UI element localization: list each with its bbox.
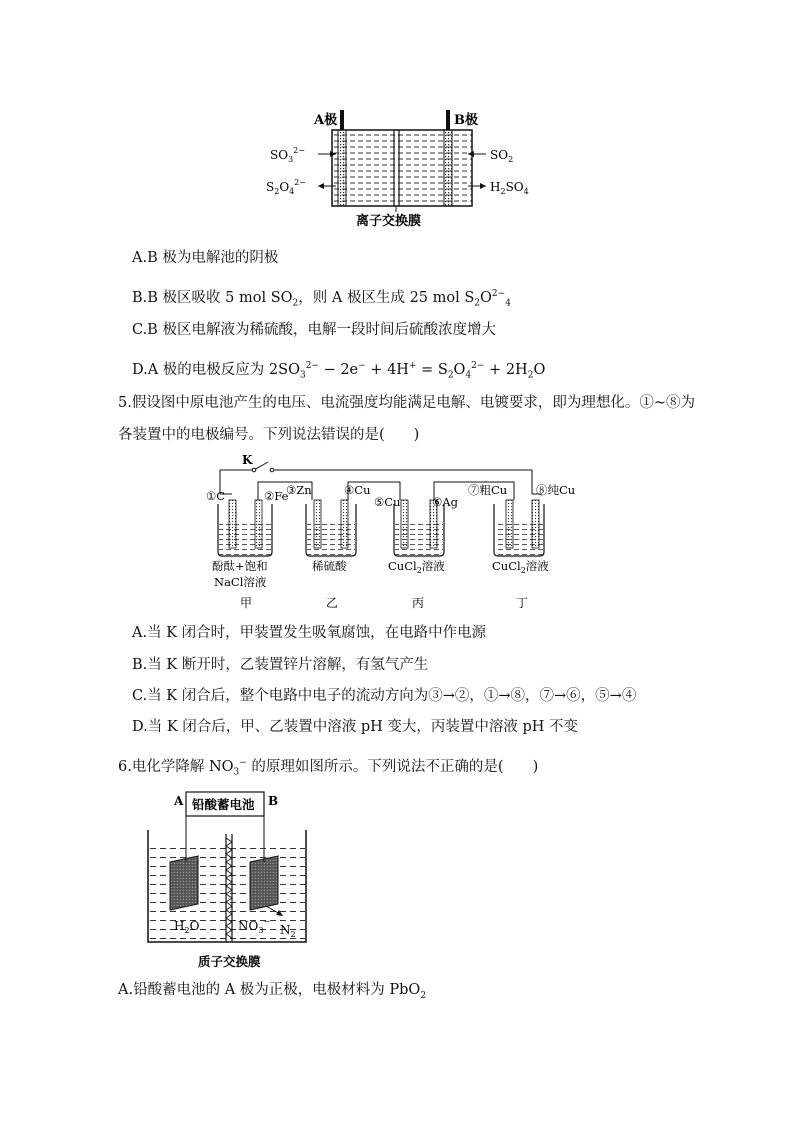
q4-option-a: A.B 极为电解池的阴极 (132, 250, 279, 266)
right-outflow: H (490, 180, 501, 194)
electrode-5: ⑤Cu (374, 495, 401, 509)
electrode-1: ①C (206, 489, 226, 503)
label-a-pole: A极 (314, 113, 338, 128)
q5-option-c: C.当 K 闭合后，整个电路中电子的流动方向为③→②，①→⑧，⑦→⑥，⑤→④ (132, 688, 637, 704)
figure-four-cells (202, 452, 582, 612)
device-yi: 乙 (326, 596, 339, 610)
q5-stem-line2: 各装置中的电极编号。下列说法错误的是( ) (118, 427, 420, 443)
svg-text:SO2: $SO_2$ (490, 148, 514, 164)
water-label: $H_2O$ (174, 919, 200, 935)
left-inflow: SO (270, 148, 289, 162)
electrode-7: ⑦粗Cu (468, 483, 508, 497)
device-ding: 丁 (516, 596, 529, 610)
figure-degradation-cell (140, 790, 320, 975)
q4-option-d: D.A 极的电极反应为 $2SO_3^{2-} - 2e^- + 4H^+ = S_2O_4^{2-} + 2H_2O$ (132, 361, 546, 381)
electrode-left (170, 856, 198, 910)
solution-jia-line2: NaCl溶液 (214, 575, 267, 589)
left-outflow: S (266, 180, 275, 194)
solution-jia-line1: 酚酞+饱和 (212, 559, 268, 573)
q6-option-a: A.铅酸蓄电池的 A 极为正极，电极材料为 PbO$_2$ (118, 982, 427, 1001)
right-inflow: SO (490, 148, 509, 162)
terminal-a (340, 110, 344, 130)
electrode-4: ④Cu (344, 483, 371, 497)
device-bing: 丙 (412, 596, 425, 610)
figure-electrolysis-cell (262, 108, 542, 230)
label-b-pole: B极 (454, 113, 478, 128)
electrode-3: ③Zn (286, 483, 312, 497)
label-b-terminal: B (268, 794, 279, 808)
q6-stem: 6.电化学降解 $NO_3^-$ 的原理如图所示。下列说法不正确的是( ) (118, 758, 539, 778)
q5-option-d: D.当 K 闭合后，甲、乙装置中溶液 pH 变大，丙装置中溶液 pH 不变 (132, 719, 579, 735)
battery-label: 铅酸蓄电池 (192, 797, 255, 812)
solution-yi: 稀硫酸 (312, 559, 347, 573)
membrane-label: 离子交换膜 (356, 214, 422, 229)
label-a-terminal: A (174, 794, 184, 808)
solution-ding: CuCl$_2$溶液 (492, 559, 549, 575)
electrode-6: ⑥Ag (432, 495, 458, 509)
electrode-2: ②Fe (264, 489, 289, 503)
nitrogen-label: $N_2$ (280, 923, 296, 939)
solution-bing: CuCl$_2$溶液 (388, 559, 445, 575)
q5-option-a: A.当 K 闭合时，甲装置发生吸氧腐蚀，在电路中作电源 (132, 625, 487, 641)
electrode-8: ⑧纯Cu (536, 483, 576, 497)
q5-stem-line1: 5.假设图中原电池产生的电压、电流强度均能满足电解、电镀要求，即为理想化。①~⑧为 (118, 395, 695, 411)
electrode-right (250, 856, 278, 910)
q4-option-b: B.B 极区吸收 5 mol $SO_2$，则 A 极区生成 25 mol $S_2O^{2-}_4$ (132, 289, 511, 309)
q4-option-c: C.B 极区电解液为稀硫酸，电解一段时间后硫酸浓度增大 (132, 322, 496, 338)
electrode-b (444, 130, 452, 206)
nitrate-label: $NO_3^-$ (238, 917, 271, 935)
proton-membrane-label: 质子交换膜 (198, 954, 261, 969)
device-jia: 甲 (240, 596, 253, 610)
q5-option-b: B.当 K 断开时，乙装置锌片溶解，有氢气产生 (132, 657, 429, 673)
terminal-b (446, 110, 450, 130)
svg-text:H2SO4: $H_2SO_4$ (490, 180, 529, 196)
switch-k: K (242, 453, 253, 467)
svg-text:S2O42−: $S_2O_4^{2-}$ (266, 178, 307, 196)
svg-text:SO32−: $SO_3^{2-}$ (270, 146, 305, 164)
electrode-a (338, 130, 346, 206)
